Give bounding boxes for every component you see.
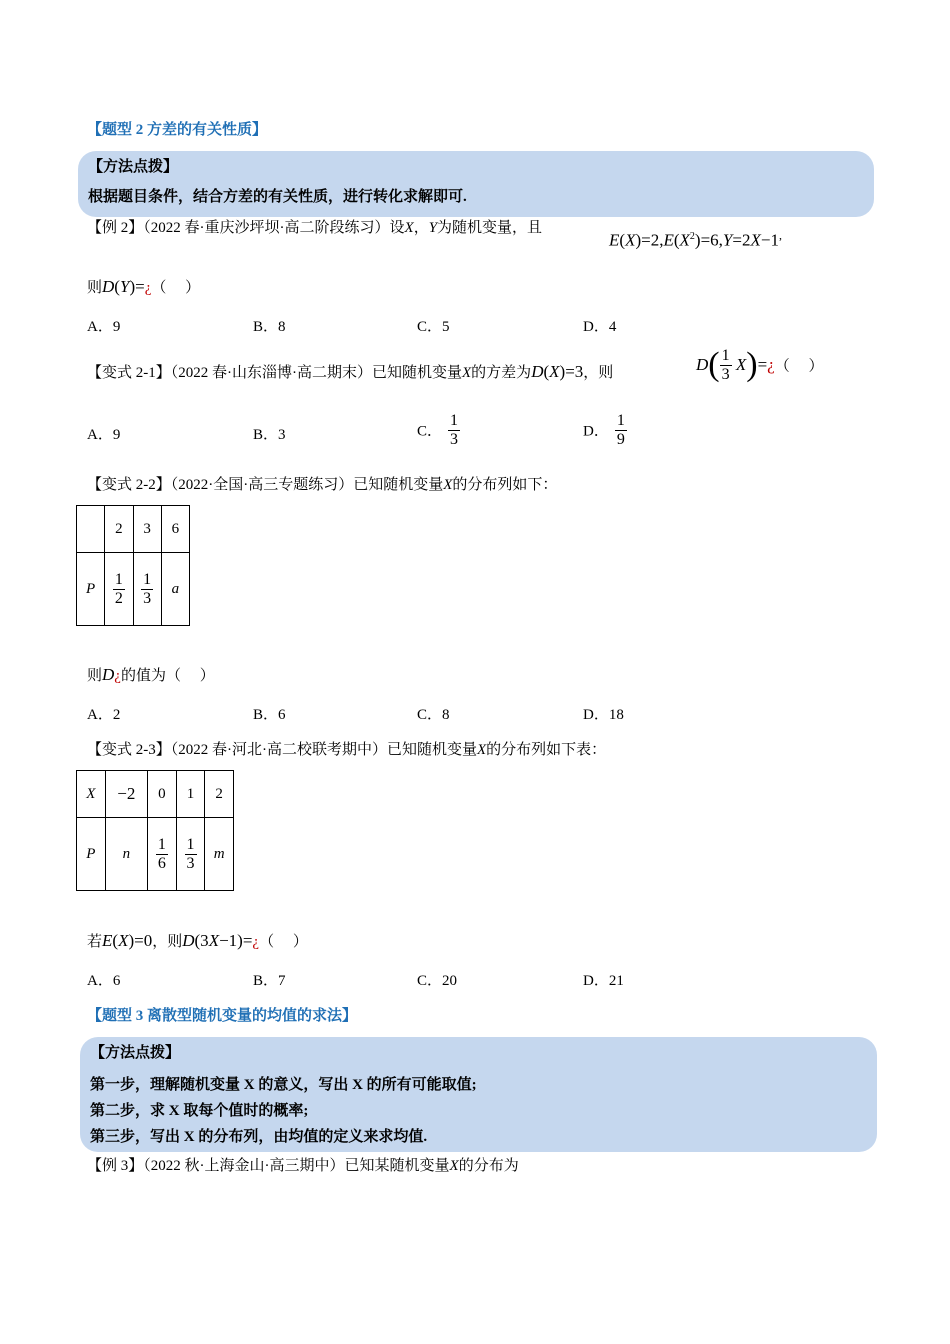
variant-2-2-question: 【变式 2-2】（2022·全国·高三专题练习）已知随机变量X的分布列如下： bbox=[87, 477, 558, 493]
variant-2-2-ask: 则D¿的值为（ ） bbox=[87, 665, 215, 684]
variant-2-2-table: 2 3 6 P $\frac{1}{2}$ $\frac{1}{3}$ a bbox=[76, 505, 190, 626]
example-2-ask: 则D(Y)=¿（ ） bbox=[87, 277, 201, 296]
variant-2-3-option-a[interactable]: A．6 bbox=[87, 973, 121, 989]
variant-2-3-option-d[interactable]: D．21 bbox=[583, 973, 624, 989]
method-step-3: 第三步，写出 X 的分布列，由均值的定义来求均值. bbox=[90, 1129, 428, 1145]
variant-2-2-option-c[interactable]: C．8 bbox=[417, 707, 450, 723]
method-title: 【方法点拨】 bbox=[88, 159, 179, 175]
variant-2-3-option-b[interactable]: B．7 bbox=[253, 973, 286, 989]
variant-2-1-option-c[interactable]: C． $\frac{1}{3}$ bbox=[417, 412, 459, 448]
variant-2-3-question: 【变式 2-3】（2022 春·河北·高二校联考期中）已知随机变量X的分布列如下表： bbox=[87, 742, 607, 758]
example-2-option-c[interactable]: C．5 bbox=[417, 319, 450, 335]
section-heading-2: 【题型 2 方差的有关性质】 bbox=[87, 122, 268, 138]
variant-2-2-option-a[interactable]: A．2 bbox=[87, 707, 121, 723]
method-step-1: 第一步，理解随机变量 X 的意义，写出 X 的所有可能取值; bbox=[90, 1077, 477, 1093]
example-2-option-d[interactable]: D．4 bbox=[583, 319, 617, 335]
variant-2-1-option-d[interactable]: D． $\frac{1}{9}$ bbox=[583, 412, 625, 448]
example-2-condition: $E(X)=2,E(X^2)=6,Y=2X-1^,$ bbox=[609, 228, 782, 250]
variant-2-2-option-b[interactable]: B．6 bbox=[253, 707, 286, 723]
section-heading-3: 【题型 3 离散型随机变量的均值的求法】 bbox=[87, 1008, 358, 1024]
example-3-question: 【例 3】（2022 秋·上海金山·高三期中）已知某随机变量X的分布为 bbox=[87, 1158, 519, 1174]
variant-2-1-option-b[interactable]: B．3 bbox=[253, 427, 286, 443]
method-text: 根据题目条件，结合方差的有关性质，进行转化求解即可. bbox=[88, 189, 467, 205]
variant-2-3-table: X −2 0 1 2 P n $\frac{1}{6}$ $\frac{1}{3}$ m bbox=[76, 770, 234, 891]
variant-2-1-expression: D( $\frac{1}{3}$ X)=¿（ ） bbox=[696, 346, 824, 383]
variant-2-3-option-c[interactable]: C．20 bbox=[417, 973, 458, 989]
variant-2-3-ask: 若E(X)=0，则D(3X−1)=¿（ ） bbox=[87, 931, 308, 950]
method-title: 【方法点拨】 bbox=[90, 1045, 181, 1061]
example-2-question: 【例 2】（2022 春·重庆沙坪坝·高二阶段练习）设X，Y为随机变量，且 bbox=[87, 220, 543, 236]
example-2-option-a[interactable]: A．9 bbox=[87, 319, 121, 335]
method-box-2 bbox=[80, 1037, 877, 1152]
method-box-1 bbox=[78, 151, 874, 217]
example-2-option-b[interactable]: B．8 bbox=[253, 319, 286, 335]
variant-2-1-option-a[interactable]: A．9 bbox=[87, 427, 121, 443]
variant-2-2-option-d[interactable]: D．18 bbox=[583, 707, 624, 723]
method-step-2: 第二步，求 X 取每个值时的概率; bbox=[90, 1103, 309, 1119]
variant-2-1-question: 【变式 2-1】（2022 春·山东淄博·高二期末）已知随机变量X的方差为D(X)=3，则 bbox=[87, 362, 614, 381]
